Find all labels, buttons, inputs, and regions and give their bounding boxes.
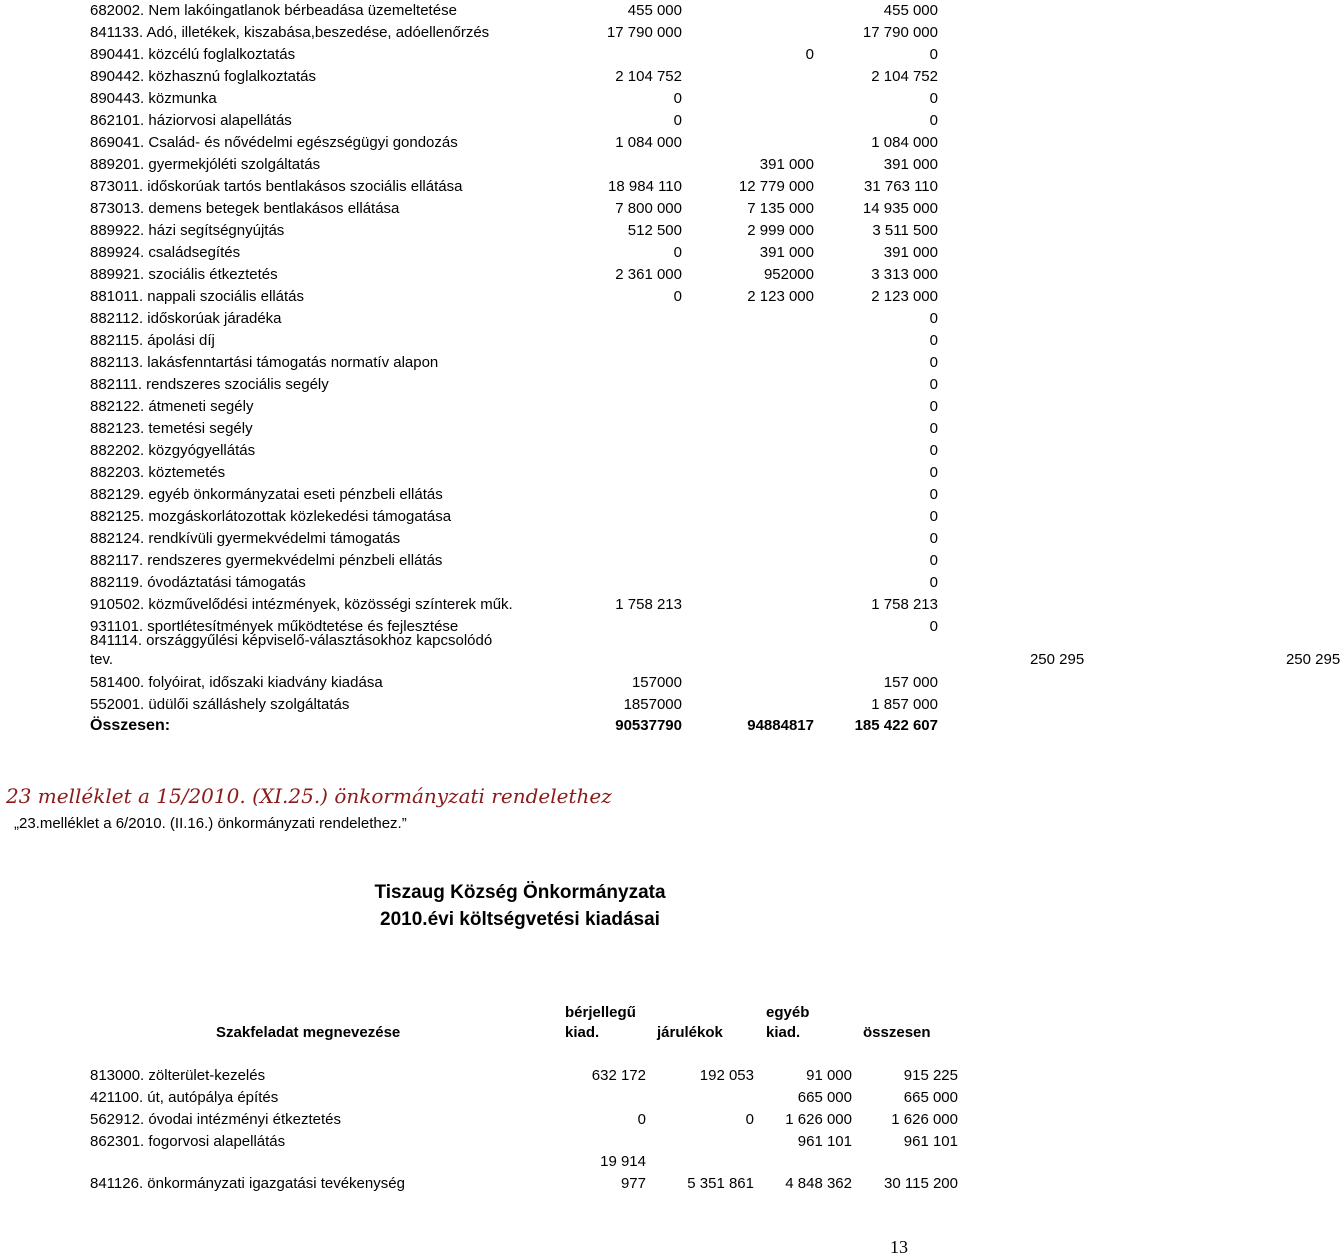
row-value-2: 12 779 000 [738,178,814,195]
row-value-1: 0 [673,244,682,261]
row-value-3: 17 790 000 [862,24,938,41]
row-value-3: 0 [929,310,938,327]
row-value-3: 0 [929,486,938,503]
row-value-3: 0 [929,574,938,591]
row-c4: 30 115 200 [884,1175,958,1192]
row-value-3: 0 [929,112,938,129]
row-c1-line1: 19 914 [600,1153,646,1170]
total-value-3: 185 422 607 [854,717,938,734]
row-value-1: 0 [673,112,682,129]
printed-annex-note: „23.melléklet a 6/2010. (II.16.) önkormányzati rendelethez.” [14,815,407,832]
row-c4: 1 626 000 [891,1111,958,1128]
row-value-1: 18 984 110 [608,178,682,195]
row-c2: 192 053 [699,1067,754,1084]
row-label: 882111. rendszeres szociális segély [90,376,329,393]
row-value-3: 0 [929,354,938,371]
row-label: 813000. zölterület-kezelés [90,1067,266,1084]
row-value-1: 157000 [631,674,682,691]
row-value-3: 2 104 752 [871,68,938,85]
row-label: 862301. fogorvosi alapellátás [90,1133,286,1150]
row-label: 882117. rendszeres gyermekvédelmi pénzbeli ellátás [90,552,443,569]
row-value-3: 0 [929,332,938,349]
row-label: 881011. nappali szociális ellátás [90,288,305,305]
row-label: 882123. temetési segély [90,420,253,437]
row-label: 682002. Nem lakóingatlanok bérbeadása üzemeltetése [90,2,457,19]
row-value-3: 1 084 000 [871,134,938,151]
row-value-3: 0 [929,398,938,415]
row-label: 882119. óvodáztatási támogatás [90,574,306,591]
row-c4: 915 225 [903,1067,958,1084]
row-c4: 961 101 [903,1133,958,1150]
row-value-3: 157 000 [883,674,938,691]
row-c1: 632 172 [591,1067,646,1084]
row-label: 552001. üdülői szálláshely szolgáltatás [90,696,350,713]
row-label: 889201. gyermekjóléti szolgáltatás [90,156,321,173]
row-value-2: 391 000 [759,156,814,173]
row-value-2: 7 135 000 [747,200,814,217]
row-c1-line2: 977 [620,1175,646,1192]
row-value-1: 250 295 [1029,651,1085,668]
row-value-2: 0 [805,46,814,63]
row-value-3: 1 758 213 [871,596,938,613]
row-value-3: 0 [929,442,938,459]
row-value-3: 391 000 [883,156,938,173]
row-value-3: 3 511 500 [872,222,938,239]
row-label: 889921. szociális étkeztetés [90,266,278,283]
total-value-2: 94884817 [747,717,814,734]
row-c2: 5 351 861 [687,1175,754,1192]
row-value-1: 1 758 213 [615,596,682,613]
row-value-2: 2 999 000 [747,222,814,239]
row-value-3: 0 [929,420,938,437]
header-col4: összesen [863,1024,931,1041]
row-label: 889922. házi segítségnyújtás [90,222,285,239]
row-value-1: 17 790 000 [606,24,682,41]
row-label: 873011. időskorúak tartós bentlakásos szociális ellátása [90,178,463,195]
row-value-3: 250 295 [1285,651,1340,668]
page-number: 13 [890,1237,908,1257]
row-value-1: 1857000 [623,696,682,713]
total-value-1: 90537790 [615,717,682,734]
row-value-1: 0 [673,288,682,305]
row-label: 890442. közhasznú foglalkoztatás [90,68,316,85]
row-value-3: 0 [929,530,938,547]
row-label: 841126. önkormányzati igazgatási tevékenység [90,1175,405,1192]
row-label: 873013. demens betegek bentlakásos ellátása [90,200,400,217]
table-row-multiline [90,631,1340,669]
row-label: 890443. közmunka [90,90,217,107]
row-value-3: 0 [929,376,938,393]
row-value-2: 391 000 [759,244,814,261]
row-value-3: 0 [929,552,938,569]
header-col1-line2: kiad. [565,1024,600,1041]
row-value-3: 0 [929,618,938,635]
row-value-3: 3 313 000 [871,266,938,283]
row-value-1: 1 084 000 [615,134,682,151]
row-value-1: 2 361 000 [615,266,682,283]
row-c2: 0 [745,1111,754,1128]
row-label: 882122. átmeneti segély [90,398,254,415]
total-label: Összesen: [90,717,171,734]
row-label: 869041. Család- és nővédelmi egészségügyi gondozás [90,134,458,151]
row-value-3: 31 763 110 [864,178,938,195]
document-subtitle: 2010.évi költségvetési kiadásai [380,909,660,930]
row-value-1: 455 000 [627,2,682,19]
header-col1-line1: bérjellegű [565,1004,636,1021]
row-label: 882125. mozgáskorlátozottak közlekedési támogatása [90,508,452,525]
row-value-3: 0 [929,46,938,63]
row-value-3: 1 857 000 [871,696,938,713]
row-label: 562912. óvodai intézményi étkeztetés [90,1111,341,1128]
handwritten-annex-note: 23 melléklet a 15/2010. (XI.25.) önkormányzati rendelethez [6,784,612,808]
row-label: 882113. lakásfenntartási támogatás normatív alapon [90,354,439,371]
row-label: 889924. családsegítés [90,244,241,261]
row-value-3: 2 123 000 [871,288,938,305]
row-label: 581400. folyóirat, időszaki kiadvány kiadása [90,674,383,691]
row-label: 882203. köztemetés [90,464,226,481]
row-value-3: 0 [929,464,938,481]
row-label: 882129. egyéb önkormányzatai eseti pénzbeli ellátás [90,486,443,503]
row-label-line1: 841114. országgyűlési képviselő-választásokhoz kapcsolódó [90,632,493,649]
row-value-1: 512 500 [627,222,682,239]
row-c3: 4 848 362 [785,1175,852,1192]
row-label: 882202. közgyógyellátás [90,442,256,459]
row-value-3: 455 000 [883,2,938,19]
row-c3: 665 000 [797,1089,852,1106]
row-value-1: 2 104 752 [615,68,682,85]
row-value-3: 14 935 000 [862,200,938,217]
row-label: 882112. időskorúak járadéka [90,310,282,327]
row-c3: 91 000 [806,1067,852,1084]
row-value-3: 0 [929,90,938,107]
row-label: 890441. közcélú foglalkoztatás [90,46,296,63]
row-value-1: 0 [673,90,682,107]
row-c3: 961 101 [797,1133,852,1150]
row-value-2: 952000 [763,266,814,283]
row-c3: 1 626 000 [785,1111,852,1128]
header-name: Szakfeladat megnevezése [216,1024,401,1041]
header-col2: járulékok [657,1024,723,1041]
row-c4: 665 000 [903,1089,958,1106]
row-label: 421100. út, autópálya építés [90,1089,279,1106]
row-c1: 0 [637,1111,646,1128]
row-value-1: 7 800 000 [615,200,682,217]
row-label: 931101. sportlétesítmények működtetése és fejlesztése [90,618,459,635]
header-col3-line1: egyéb [766,1004,810,1021]
row-value-3: 391 000 [883,244,938,261]
row-label: 841133. Adó, illetékek, kiszabása,beszedése, adóellenőrzés [90,24,490,41]
document-title: Tiszaug Község Önkormányzata [374,882,666,903]
row-label: 882115. ápolási díj [90,332,215,349]
row-value-2: 2 123 000 [747,288,814,305]
row-label: 910502. közművelődési intézmények, közösségi színterek műk. [90,596,513,613]
row-label: 862101. háziorvosi alapellátás [90,112,292,129]
header-col3-line2: kiad. [766,1024,801,1041]
row-value-3: 0 [929,508,938,525]
row-label-line2: tev. [90,651,114,668]
row-label: 882124. rendkívüli gyermekvédelmi támogatás [90,530,401,547]
